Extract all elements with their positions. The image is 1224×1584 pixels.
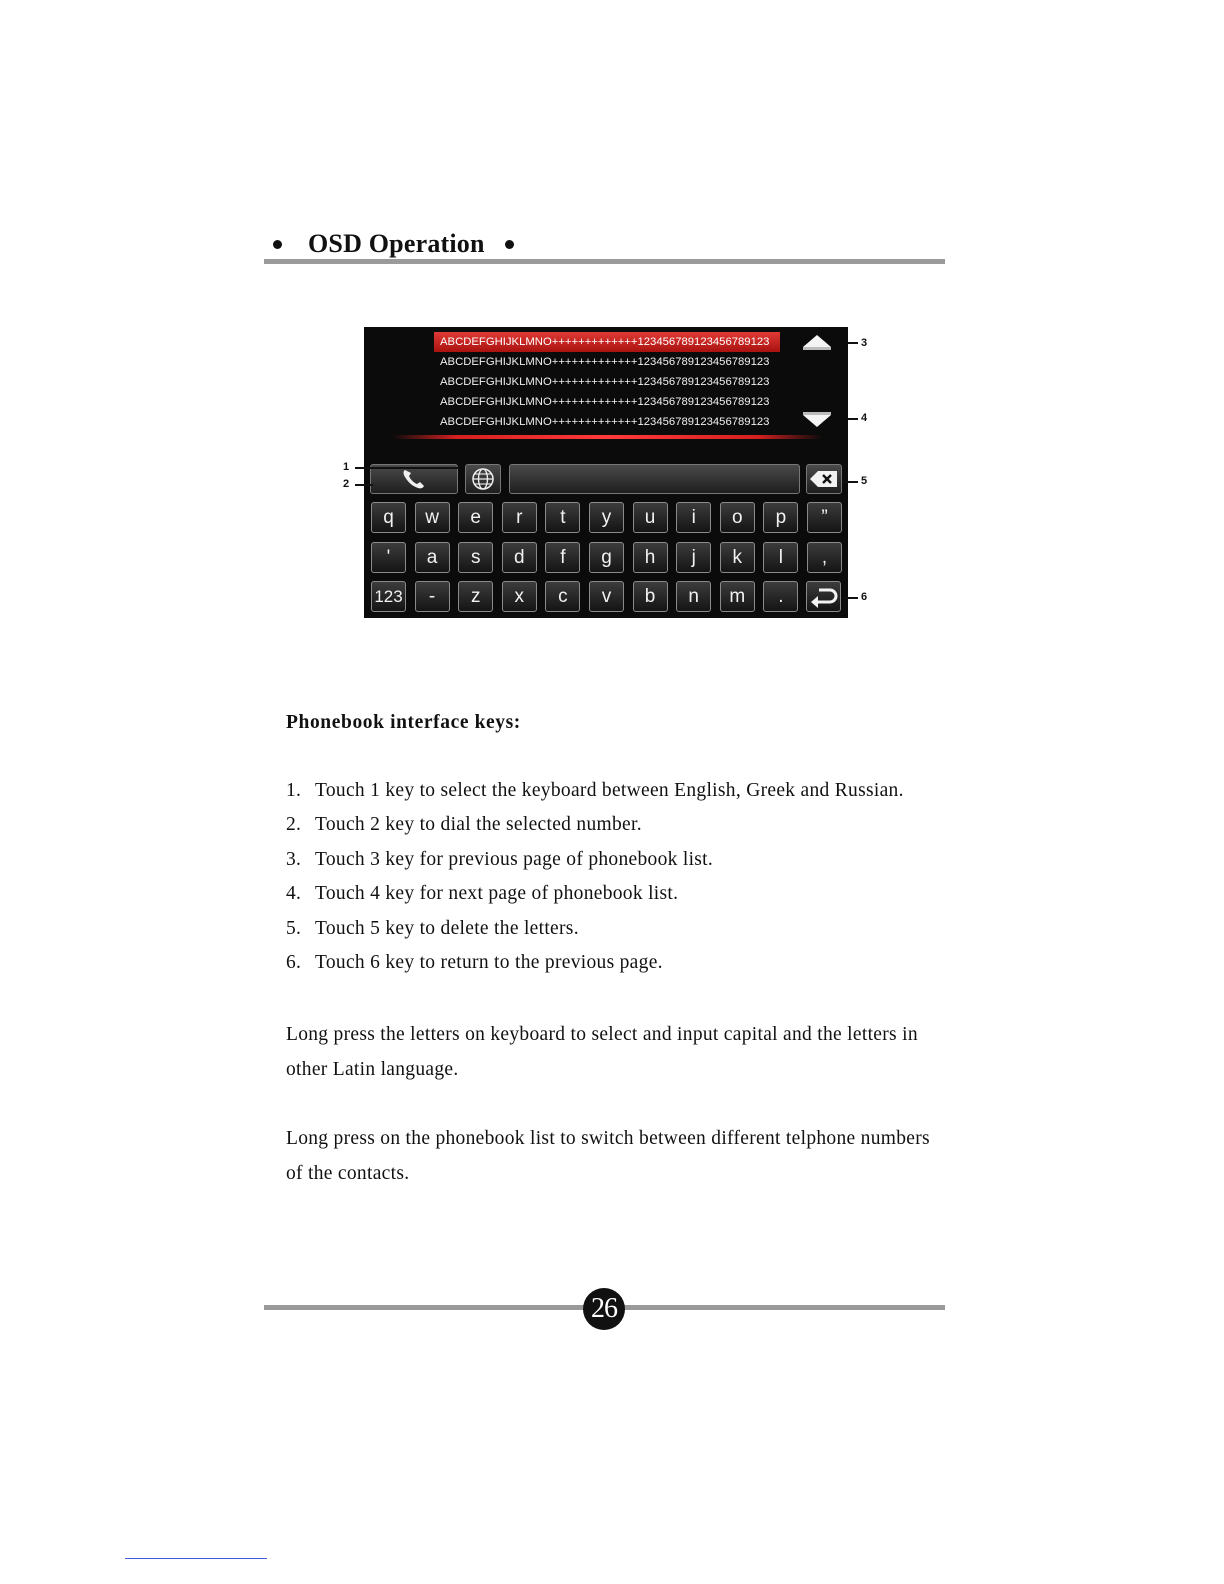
arrow-up-icon — [802, 332, 832, 356]
key-1-2[interactable]: w — [415, 502, 450, 533]
list-item: 5. Touch 5 key to delete the letters. — [286, 917, 579, 939]
key-3-1[interactable]: 123 — [371, 581, 406, 612]
list-item: 6. Touch 6 key to return to the previous page. — [286, 951, 663, 973]
callout-line-4 — [848, 418, 858, 420]
key-1-8[interactable]: i — [676, 502, 711, 533]
key-3-8[interactable]: n — [676, 581, 711, 612]
key-1-11[interactable]: ” — [807, 502, 842, 533]
callout-3: 3 — [861, 337, 868, 349]
key-2-3[interactable]: s — [458, 542, 493, 573]
long-press-keyboard-note: Long press the letters on keyboard to select and input capital and the letters in other Latin language. — [286, 1024, 918, 1080]
phonebook-row[interactable]: ABCDEFGHIJKLMNO+++++++++++++123456789123456789123 — [440, 396, 770, 408]
search-input[interactable] — [509, 464, 800, 494]
key-2-5[interactable]: f — [545, 542, 580, 573]
key-2-7[interactable]: h — [633, 542, 668, 573]
key-1-3[interactable]: e — [458, 502, 493, 533]
long-press-list-note: Long press on the phonebook list to switch between different telphone numbers of the contacts. — [286, 1128, 930, 1184]
key-1-1[interactable]: q — [371, 502, 406, 533]
return-icon — [810, 586, 838, 608]
delete-button[interactable] — [806, 464, 842, 494]
list-item: 4. Touch 4 key for next page of phonebook list. — [286, 883, 679, 905]
callout-line-1 — [355, 467, 460, 469]
bullet-icon — [505, 240, 514, 249]
key-1-10[interactable]: p — [763, 502, 798, 533]
callout-6: 6 — [861, 591, 868, 603]
key-3-10[interactable]: . — [763, 581, 798, 612]
key-3-4[interactable]: x — [502, 581, 537, 612]
callout-line-3 — [848, 342, 858, 344]
key-2-10[interactable]: l — [763, 542, 798, 573]
key-1-6[interactable]: y — [589, 502, 624, 533]
key-2-4[interactable]: d — [502, 542, 537, 573]
instruction-list — [286, 780, 904, 986]
phonebook-row[interactable]: ABCDEFGHIJKLMNO+++++++++++++123456789123456789123 — [440, 356, 770, 368]
page-number: 26 — [583, 1288, 625, 1330]
header-divider — [264, 259, 945, 264]
link-underline — [125, 1558, 267, 1559]
phone-icon — [401, 468, 427, 490]
page-down-button[interactable] — [802, 408, 832, 432]
key-2-2[interactable]: a — [415, 542, 450, 573]
page-up-button[interactable] — [802, 332, 832, 356]
key-3-2[interactable]: - — [415, 581, 450, 612]
phonebook-list[interactable] — [434, 332, 780, 432]
return-button[interactable] — [806, 581, 841, 612]
callout-1: 1 — [343, 461, 350, 473]
callout-4: 4 — [861, 412, 868, 424]
key-2-9[interactable]: k — [720, 542, 755, 573]
key-1-7[interactable]: u — [633, 502, 668, 533]
phonebook-row[interactable]: ABCDEFGHIJKLMNO+++++++++++++123456789123456789123 — [440, 416, 770, 428]
arrow-down-icon — [802, 408, 832, 432]
callout-line-5 — [842, 481, 858, 483]
callout-line-2 — [355, 484, 373, 486]
phonebook-row[interactable]: ABCDEFGHIJKLMNO+++++++++++++123456789123456789123 — [440, 376, 770, 388]
key-3-6[interactable]: v — [589, 581, 624, 612]
callout-2: 2 — [343, 478, 350, 490]
key-2-1[interactable]: ' — [371, 542, 406, 573]
list-item: 1. Touch 1 key to select the keyboard between English, Greek and Russian. — [286, 780, 904, 801]
list-item: 3. Touch 3 key for previous page of phonebook list. — [286, 848, 714, 870]
key-1-4[interactable]: r — [502, 502, 537, 533]
phonebook-row-selected[interactable]: ABCDEFGHIJKLMNO+++++++++++++1234567891234567891​23 — [434, 332, 780, 352]
bullet-icon — [273, 240, 282, 249]
key-1-9[interactable]: o — [720, 502, 755, 533]
key-3-3[interactable]: z — [458, 581, 493, 612]
language-button[interactable] — [465, 464, 501, 494]
backspace-icon — [809, 469, 839, 489]
key-3-9[interactable]: m — [720, 581, 755, 612]
key-1-5[interactable]: t — [545, 502, 580, 533]
globe-icon — [471, 467, 495, 491]
list-item: 2. Touch 2 key to dial the selected number. — [286, 814, 642, 836]
page-title: OSD Operation — [308, 229, 485, 258]
key-2-8[interactable]: j — [676, 542, 711, 573]
key-3-7[interactable]: b — [633, 581, 668, 612]
key-3-5[interactable]: c — [545, 581, 580, 612]
key-2-11[interactable]: , — [807, 542, 842, 573]
phonebook-screen — [364, 327, 848, 618]
key-2-6[interactable]: g — [589, 542, 624, 573]
list-separator — [392, 435, 822, 439]
page-header — [273, 226, 514, 262]
callout-5: 5 — [861, 475, 868, 487]
callout-line-6 — [842, 597, 858, 599]
section-title: Phonebook interface keys: — [286, 712, 521, 733]
